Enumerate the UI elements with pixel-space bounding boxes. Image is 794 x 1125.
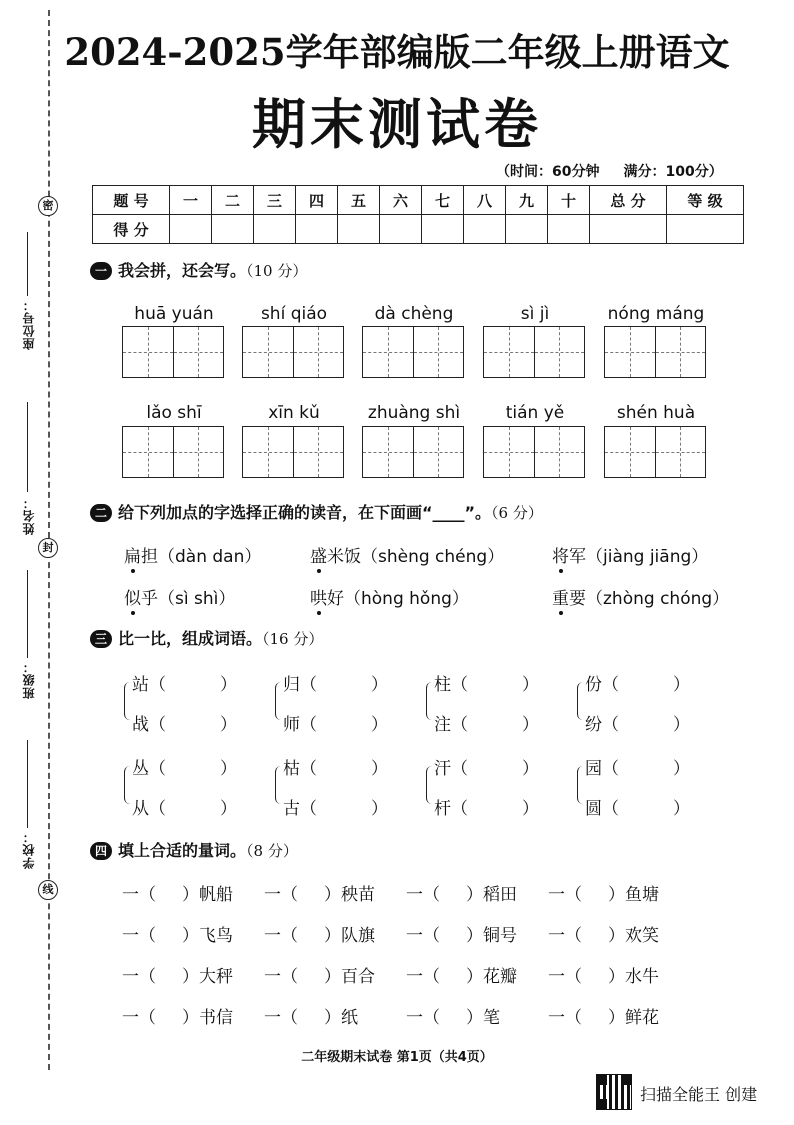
- score-header-cell: 九: [506, 186, 548, 215]
- dotted-character: 将: [552, 547, 569, 567]
- dotted-character: 重: [552, 589, 569, 609]
- choice-text: 米饭（shèng chéng）: [327, 547, 505, 567]
- word-blank[interactable]: 杆（ ）: [434, 799, 539, 819]
- word-blank[interactable]: 园（ ）: [585, 759, 690, 779]
- section-number-badge: 四: [90, 842, 112, 860]
- section-title: 给下列加点的字选择正确的读音，在下面画“____”。: [118, 503, 492, 522]
- pinyin-label: sì jì: [520, 304, 550, 324]
- choice-text: 好（hòng hǒng）: [327, 589, 469, 609]
- writing-grid[interactable]: [604, 426, 706, 478]
- word-blank[interactable]: 站（ ）: [132, 675, 237, 695]
- score-cell[interactable]: [338, 215, 380, 244]
- word-blank[interactable]: 从（ ）: [132, 799, 237, 819]
- reading-choice-item[interactable]: [552, 584, 729, 609]
- pinyin-label: zhuàng shì: [367, 403, 461, 423]
- section-score: （6 分）: [491, 504, 543, 522]
- writing-grid[interactable]: [604, 326, 706, 378]
- brace: [275, 682, 282, 720]
- writing-grid[interactable]: [362, 426, 464, 478]
- brace: [426, 766, 433, 804]
- measure-word-blank[interactable]: 一（ ）稻田: [406, 885, 517, 905]
- measure-word-blank[interactable]: 一（ ）飞鸟: [122, 926, 233, 946]
- word-blank[interactable]: 归（ ）: [283, 675, 388, 695]
- section-score: （8 分）: [246, 842, 298, 860]
- dotted-character: 扁: [124, 547, 141, 567]
- brace: [577, 682, 584, 720]
- word-blank[interactable]: 汗（ ）: [434, 759, 539, 779]
- score-header-cell: 三: [254, 186, 296, 215]
- writing-grid[interactable]: [362, 326, 464, 378]
- reading-choice-item[interactable]: [552, 542, 708, 567]
- section1-heading: [90, 258, 307, 281]
- section3-heading: [90, 626, 323, 649]
- reading-choice-item[interactable]: [310, 542, 504, 567]
- score-cell[interactable]: [254, 215, 296, 244]
- word-blank[interactable]: 份（ ）: [585, 675, 690, 695]
- choice-text: 军（jiàng jiāng）: [569, 547, 709, 567]
- measure-word-blank[interactable]: 一（ ）大秤: [122, 967, 233, 987]
- section-title: 填上合适的量词。: [118, 841, 247, 860]
- section-score: （10 分）: [246, 262, 308, 280]
- score-cell[interactable]: [212, 215, 254, 244]
- word-blank[interactable]: 师（ ）: [283, 715, 388, 735]
- score-header-cell: 七: [422, 186, 464, 215]
- seat-number-line[interactable]: [27, 232, 28, 296]
- word-blank[interactable]: 战（ ）: [132, 715, 237, 735]
- score-header-cell: 总 分: [590, 186, 667, 215]
- measure-word-blank[interactable]: 一（ ）纸: [264, 1008, 358, 1028]
- score-row-label: 得 分: [93, 215, 170, 244]
- exam-title-line2: 期末测试卷: [252, 92, 542, 156]
- writing-grid[interactable]: [122, 326, 224, 378]
- reading-choice-item[interactable]: [310, 584, 469, 609]
- measure-word-blank[interactable]: 一（ ）百合: [264, 967, 375, 987]
- score-cell[interactable]: [506, 215, 548, 244]
- writing-grid[interactable]: [242, 426, 344, 478]
- section-number-badge: 一: [90, 262, 112, 280]
- exam-title-line1: 2024-2025学年部编版二年级上册语文: [64, 30, 730, 74]
- brace: [426, 682, 433, 720]
- score-cell[interactable]: [170, 215, 212, 244]
- school-line[interactable]: [27, 740, 28, 828]
- measure-word-blank[interactable]: 一（ ）水牛: [548, 967, 659, 987]
- writing-grid[interactable]: [122, 426, 224, 478]
- brace: [124, 682, 131, 720]
- pinyin-label: shén huà: [616, 403, 696, 423]
- measure-word-blank[interactable]: 一（ ）欢笑: [548, 926, 659, 946]
- word-blank[interactable]: 注（ ）: [434, 715, 539, 735]
- score-header-cell: 五: [338, 186, 380, 215]
- word-blank[interactable]: 圆（ ）: [585, 799, 690, 819]
- seal-feng: 封: [38, 538, 58, 558]
- brace: [275, 766, 282, 804]
- pinyin-label: huā yuán: [134, 304, 214, 324]
- reading-choice-item[interactable]: [124, 584, 235, 609]
- section-title: 比一比，组成词语。: [118, 629, 263, 648]
- section-number-badge: 二: [90, 504, 112, 522]
- word-blank[interactable]: 古（ ）: [283, 799, 388, 819]
- section4-heading: [90, 838, 298, 861]
- score-cell[interactable]: [380, 215, 422, 244]
- pinyin-label: nóng máng: [607, 304, 705, 324]
- measure-word-blank[interactable]: 一（ ）书信: [122, 1008, 233, 1028]
- writing-grid[interactable]: [483, 326, 585, 378]
- measure-word-blank[interactable]: 一（ ）帆船: [122, 885, 233, 905]
- pinyin-label: dà chèng: [374, 304, 454, 324]
- brace: [124, 766, 131, 804]
- score-header-cell: 八: [464, 186, 506, 215]
- word-blank[interactable]: 枯（ ）: [283, 759, 388, 779]
- pinyin-label: shí qiáo: [260, 304, 328, 324]
- section-title: 我会拼，还会写。: [118, 261, 247, 280]
- measure-word-blank[interactable]: 一（ ）铜号: [406, 926, 517, 946]
- score-header-cell: 十: [548, 186, 590, 215]
- writing-grid[interactable]: [242, 326, 344, 378]
- section-number-badge: 三: [90, 630, 112, 648]
- full-marks: 满分：100分）: [623, 164, 723, 180]
- score-header-cell: 六: [380, 186, 422, 215]
- score-cell[interactable]: [464, 215, 506, 244]
- pinyin-label: xīn kǔ: [268, 403, 320, 423]
- writing-grid[interactable]: [483, 426, 585, 478]
- score-header-cell: 等 级: [667, 186, 744, 215]
- score-cell[interactable]: [590, 215, 667, 244]
- seal-xian: 线: [38, 880, 58, 900]
- choice-text: 乎（sì shì）: [141, 589, 236, 609]
- reading-choice-item[interactable]: [124, 542, 261, 567]
- class-label: 班级：: [22, 660, 36, 699]
- brace: [577, 766, 584, 804]
- measure-word-blank[interactable]: 一（ ）花瓣: [406, 967, 517, 987]
- scanner-watermark: 扫描全能王 创建: [640, 1085, 758, 1104]
- score-cell[interactable]: [422, 215, 464, 244]
- class-line[interactable]: [27, 570, 28, 658]
- score-header-cell: 二: [212, 186, 254, 215]
- qr-code-icon: [596, 1074, 632, 1110]
- choice-text: 担（dàn dan）: [141, 547, 262, 567]
- name-label: 姓名：: [22, 496, 36, 535]
- choice-text: 要（zhòng chóng）: [569, 589, 730, 609]
- measure-word-blank[interactable]: 一（ ）鲜花: [548, 1008, 659, 1028]
- score-cell[interactable]: [667, 215, 744, 244]
- school-label: 学校：: [22, 830, 36, 869]
- score-cell[interactable]: [548, 215, 590, 244]
- seat-number-label: 座位号：: [22, 298, 36, 350]
- dotted-character: 哄: [310, 589, 327, 609]
- score-value-row: [93, 215, 744, 244]
- time-info: [496, 161, 723, 181]
- time-limit: （时间：60分钟: [496, 164, 600, 180]
- word-blank[interactable]: 纷（ ）: [585, 715, 690, 735]
- score-header-cell: 一: [170, 186, 212, 215]
- measure-word-blank[interactable]: 一（ ）笔: [406, 1008, 500, 1028]
- score-header-cell: 四: [296, 186, 338, 215]
- score-table: [92, 185, 744, 244]
- measure-word-blank[interactable]: 一（ ）秧苗: [264, 885, 375, 905]
- section2-heading: [90, 500, 543, 523]
- seal-mi: 密: [38, 196, 58, 216]
- dotted-character: 似: [124, 589, 141, 609]
- measure-word-blank[interactable]: 一（ ）队旗: [264, 926, 375, 946]
- dotted-character: 盛: [310, 547, 327, 567]
- score-header-row: [93, 186, 744, 215]
- word-blank[interactable]: 丛（ ）: [132, 759, 237, 779]
- score-header-cell: 题 号: [93, 186, 170, 215]
- score-cell[interactable]: [296, 215, 338, 244]
- pinyin-label: lǎo shī: [146, 403, 202, 423]
- word-blank[interactable]: 柱（ ）: [434, 675, 539, 695]
- name-line[interactable]: [27, 402, 28, 492]
- section-score: （16 分）: [262, 630, 324, 648]
- pinyin-label: tián yě: [505, 403, 565, 423]
- measure-word-blank[interactable]: 一（ ）鱼塘: [548, 885, 659, 905]
- page-footer: 二年级期末试卷 第1页（共4页）: [301, 1050, 493, 1065]
